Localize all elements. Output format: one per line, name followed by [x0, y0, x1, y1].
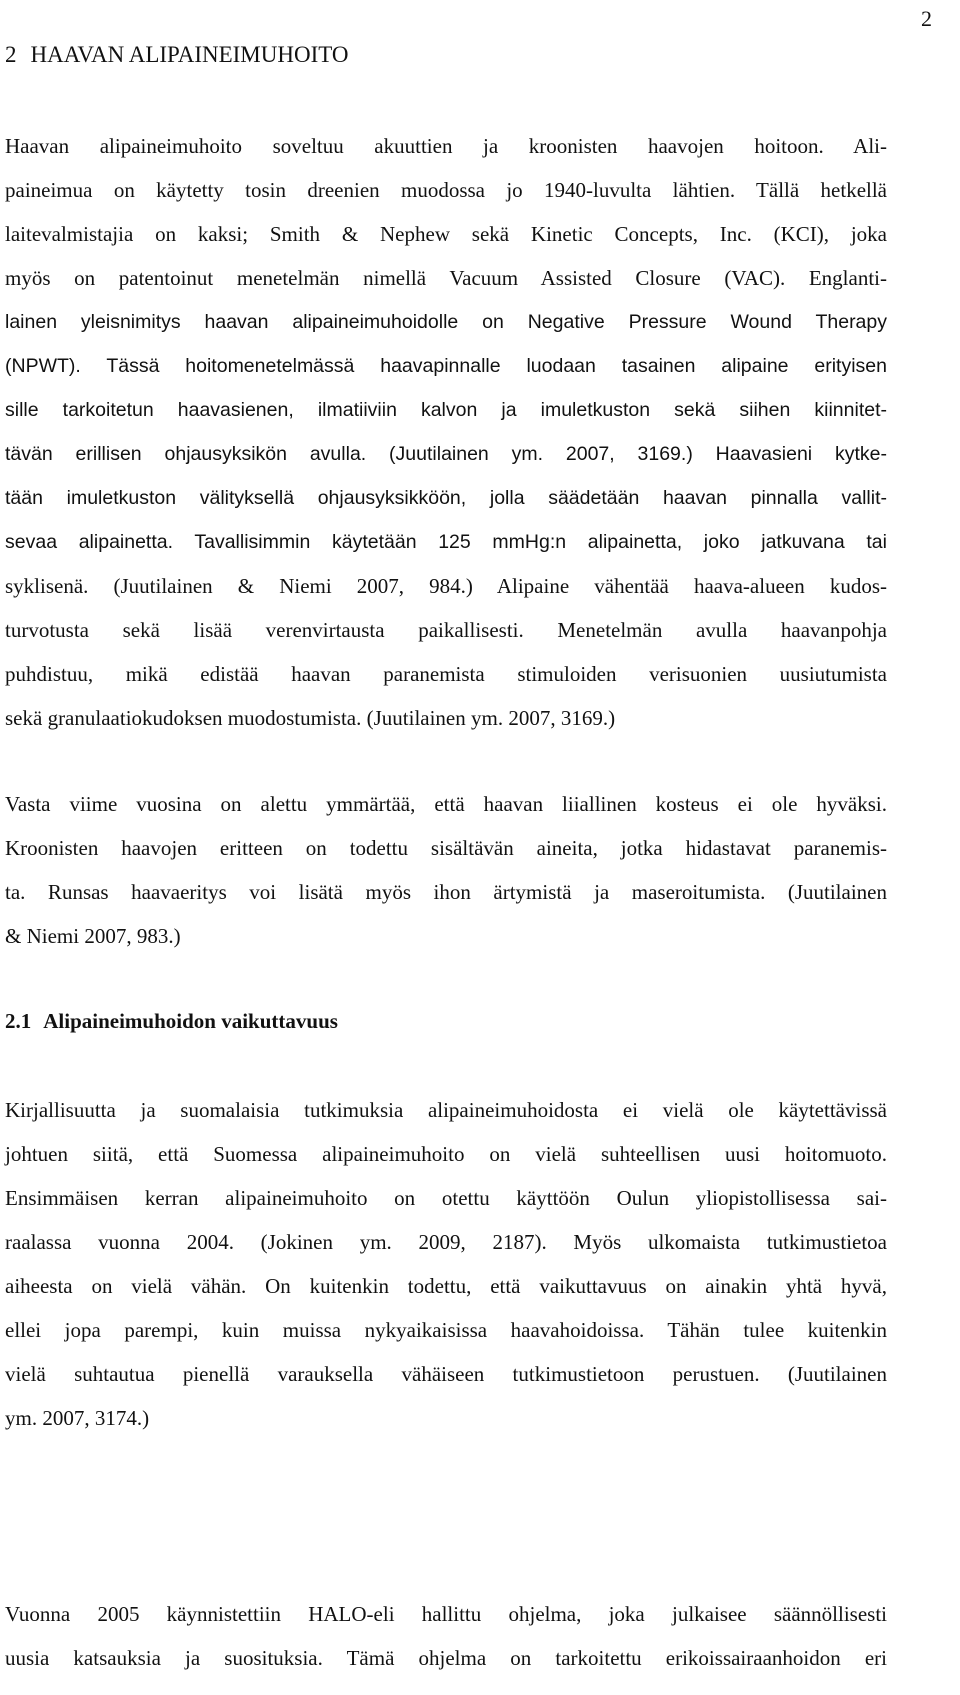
text-line: Ensimmäisen kerran alipaineimuhoito on otettu käyttöön Oulun yliopistollisessa sai-: [5, 1186, 887, 1210]
text-line: & Niemi 2007, 983.): [5, 924, 181, 948]
text-line: tään imuletkuston välityksellä ohjausyksikköön, jolla säädetään haavan pinnalla vallit-: [5, 487, 887, 509]
paragraph-1: [5, 124, 887, 740]
text-line: syklisenä. (Juutilainen & Niemi 2007, 984.) Alipaine vähentää haava-alueen kudos-: [5, 574, 887, 598]
section-title: Alipaineimuhoidon vaikuttavuus: [43, 1009, 338, 1033]
text-line: sekä granulaatiokudoksen muodostumista. (Juutilainen ym. 2007, 3169.): [5, 706, 616, 730]
text-line: puhdistuu, mikä edistää haavan paranemista stimuloiden verisuonien uusiutumista: [5, 662, 887, 686]
text-line: sille tarkoitetun haavasienen, ilmatiiviin kalvon ja imuletkuston sekä siihen kiinnitet-: [5, 399, 887, 421]
section-number: 2.1: [5, 1009, 32, 1033]
text-line: vielä suhtautua pienellä varauksella vähäiseen tutkimustietoon perustuen. (Juutilainen: [5, 1362, 887, 1386]
text-line: turvotusta sekä lisää verenvirtausta paikallisesti. Menetelmän avulla haavanpohja: [5, 618, 887, 642]
text-line: Haavan alipaineimuhoito soveltuu akuuttien ja kroonisten haavojen hoitoon. Ali-: [5, 134, 887, 158]
paragraph-3: [5, 1088, 887, 1440]
text-line: Kirjallisuutta ja suomalaisia tutkimuksia alipaineimuhoidosta ei vielä ole käytettävissä: [5, 1098, 887, 1122]
paragraph-4: [5, 1592, 887, 1680]
paragraph-2: [5, 782, 887, 958]
text-line: sevaa alipainetta. Tavallisimmin käytetään 125 mmHg:n alipainetta, joko jatkuvana tai: [5, 531, 887, 553]
text-line: ta. Runsas haavaeritys voi lisätä myös ihon ärtymistä ja maseroitumista. (Juutilainen: [5, 880, 887, 904]
page-number: 2: [921, 6, 932, 31]
chapter-title: HAAVAN ALIPAINEIMUHOITO: [30, 42, 349, 67]
text-line: Vuonna 2005 käynnistettiin HALO-eli hallittu ohjelma, joka julkaisee säännöllisesti: [5, 1602, 887, 1626]
chapter-number: 2: [5, 42, 17, 67]
text-line: uusia katsauksia ja suosituksia. Tämä ohjelma on tarkoitettu erikoissairaanhoidon eri: [5, 1646, 887, 1670]
text-line: tävän erillisen ohjausyksikön avulla. (Juutilainen ym. 2007, 3169.) Haavasieni kytke-: [5, 443, 887, 465]
section-heading: [5, 1009, 338, 1034]
text-line: johtuen siitä, että Suomessa alipaineimuhoito on vielä suhteellisen uusi hoitomuoto.: [5, 1142, 887, 1166]
text-line: Kroonisten haavojen eritteen on todettu sisältävän aineita, jotka hidastavat paranemis-: [5, 836, 887, 860]
text-line: ellei jopa parempi, kuin muissa nykyaikaisissa haavahoidoissa. Tähän tulee kuitenkin: [5, 1318, 887, 1342]
text-line: paineimua on käytetty tosin dreenien muodossa jo 1940-luvulta lähtien. Tällä hetkellä: [5, 178, 887, 202]
text-line: myös on patentoinut menetelmän nimellä Vacuum Assisted Closure (VAC). Englanti-: [5, 266, 887, 290]
text-line: lainen yleisnimitys haavan alipaineimuhoidolle on Negative Pressure Wound Therapy: [5, 311, 887, 333]
text-line: ym. 2007, 3174.): [5, 1406, 150, 1430]
text-line: raalassa vuonna 2004. (Jokinen ym. 2009, 2187). Myös ulkomaista tutkimustietoa: [5, 1230, 887, 1254]
text-line: Vasta viime vuosina on alettu ymmärtää, että haavan liiallinen kosteus ei ole hyväksi.: [5, 792, 887, 816]
text-line: (NPWT). Tässä hoitomenetelmässä haavapinnalle luodaan tasainen alipaine erityisen: [5, 355, 887, 377]
text-line: laitevalmistajia on kaksi; Smith & Nephew sekä Kinetic Concepts, Inc. (KCI), joka: [5, 222, 887, 246]
chapter-heading: [5, 42, 348, 68]
text-line: aiheesta on vielä vähän. On kuitenkin todettu, että vaikuttavuus on ainakin yhtä hyvä,: [5, 1274, 887, 1298]
